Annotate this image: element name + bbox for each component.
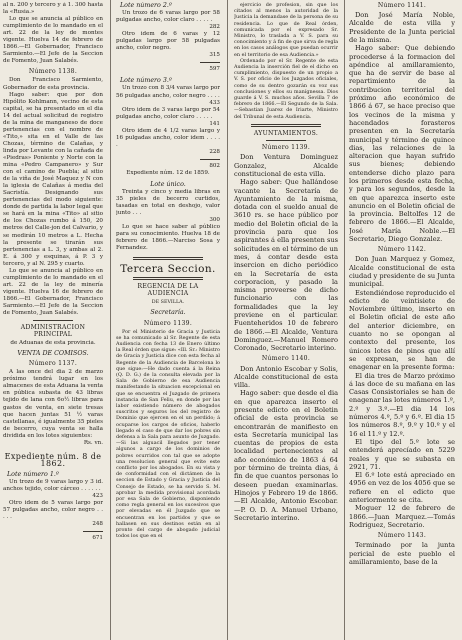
- notice-number: Número 1142.: [377, 246, 427, 254]
- paragraph: A las once del dia 2 de marzo próximo tendrá lugar en los almacenes de esta Aduana la venta en pública subasta de 43 libras tejido de lana con 6o½ libras para gastos de venta, en siete tresas que hacen juntas 51 ½ varas castellanas, é igualmente 35 pieles de becerro, cuya venta se halla dividida en los lotes siguientes:: [3, 369, 103, 439]
- paragraph: Hago saber: que desde el dia en que aparezca inserto el presente edicto en el Boletin oficial de esta provincia se encontrarán de manifiesto en esta Secretaría municipal las cuentas de propios de esta localidad pertenecientes al año económico de 1863 á 64 por término de treinta dias, á fin de que cuantos personas lo deseen puedan examinarlas. Hinojos y Febrero 19 de 1866.—El Alcalde, Antonio Escobar.—P. O. D. A. Manuel Urbano, Secretario interino.: [234, 389, 338, 522]
- expediente-title: Expediente núm. 8 de 1862.: [4, 451, 102, 468]
- notice-number: Número 1143.: [377, 532, 427, 540]
- paragraph: Don Antonio Escobar y Solis, Alcalde constitucional de esta villa.: [234, 364, 338, 390]
- paragraph: Don Ventura Dominguez Gonzalez, Alcalde constitucional de esta villa.: [234, 153, 338, 178]
- paragraph: Hago saber: Que hallándose vacante la Secretaría de Ayuntamiento de la misma, dotada con el sueldo anual de 3610 rs. se hace público por medio del Boletin oficial de la provincia para que los aspirantes á ella presenten sus solicitudes en el término de un mes, á contar desde esta insercion en dicho periódico en la Secretaría de esta corporacion, y pasado la misma proveerse de dicho funcionario con las formalidades que la ley previene en el particular. Fuenteheridos 10 de febrero de 1866.—El Alcalde, Ventura Dominguez.—Manuel Romero Coronado, Secretario interino.: [234, 178, 338, 353]
- notice-number: Número 1139.: [261, 144, 311, 152]
- notice-number: Número 1137.: [28, 360, 78, 368]
- lot-total: 597: [209, 66, 220, 73]
- paragraph: Hago saber: que por don Hipólito Kohlmann, vecino de esta capital, se ha presentado en el dia 14 del actual solicitud de registro de la mina de manganeso de doce pertenencias con el nombre de «Tito,» sita en el Valle de las Chozas, término de Calañas, y linda por Levante con la cañada de «Piedras» Poniente y Norte con la mina «Pedro Campanero» y Sur con el camino de Puebla; al sitio de la viña de José Maquez y N con la iglesia de Calañas á media del Sacristía. Designando sus pertenencias del modo siguiente: donde de partida la labor legal que se hará en la mina «Tito» al sitio de los Chozas rumbo á 150, 20 metros del Calle-jon del Calvario, y se medirán 10 metros a L. Hecha la presente se tirarán sus pertenencias a L. 3, y ambas al 2. E. á 300 y esquinas, á P. 3 y tercero, y al N. 295 y cuarto.: [3, 91, 103, 267]
- column-1: [3, 2, 103, 640]
- section-title: VENTA DE COMISOS.: [17, 350, 89, 358]
- paragraph: El tipo del 5.º lote se entenderá aprecíado en 5229 reales y que se subasta en 2921, 71.: [349, 437, 455, 471]
- lot-price: 423: [92, 493, 103, 500]
- lot-price: 300: [209, 217, 220, 224]
- section-heading: REGENCIA DE LA AUDIENCIA: [137, 283, 199, 298]
- paragraph: Lo que se hace saber al público para su conocimiento. Huelva 18 de febrero de 1866.—Narciso Sosa y Fernandez.: [116, 224, 220, 252]
- paragraph: El 6.º lote está apreciado en 4956 en vez de los 4056 que se refiere en el edicto que anteriormente se cita.: [349, 471, 455, 505]
- lot-price: 141: [209, 120, 220, 127]
- notice-number: Número 1140.: [261, 355, 311, 363]
- lot-item: Un trozo con 8 3/4 varas largo por 56 pulgadas ancho, color negro . . . .: [116, 85, 220, 99]
- sum-rule: [83, 531, 103, 532]
- lot-item: Otro idem de 5 varas largo por 57 pulgadas ancho, color negro . . . . .: [3, 500, 103, 521]
- column-2: [116, 2, 220, 640]
- paragraph: Don Francisco Sarmiento, Gobernador de esta provincia.: [3, 77, 103, 91]
- lot-item: Otro idem de 6 varas y 12 pulgadas largo por 58 pulgadas ancho, color negro.: [116, 31, 220, 52]
- lot-price: 282: [209, 24, 220, 31]
- lot-item: Treinta y cinco y media libras en 35 pieles de becerro curtidos, tasadas en total en deshojo, valor junto . . .: [116, 189, 220, 217]
- section-subheading: DE SEVILLA.: [151, 300, 185, 306]
- column-rule: [227, 0, 228, 640]
- lot-title: Lote número 2.º: [120, 2, 172, 9]
- double-rule: [133, 277, 203, 280]
- paragraph: al n. 200 y tercero y á 1. 300 hasta la «Rusia.»: [3, 2, 103, 16]
- lot-item: Otro idem de 3 varas largo por 54 pulgadas ancho, color claro . . . . .: [116, 106, 220, 120]
- lot-title: Lote número 1.º: [7, 470, 59, 478]
- lot-price: 228: [209, 148, 220, 155]
- paragraph: ejercicio de profesion, sin que los citados al menos la autoridad de la Justicia la demandase de la persona de su residencia. Lo que de Real órden, comunicada por el expresado Sr. Ministro, lo traslada a V. S. para su conocimiento y á fin de que sirva de regla en los casos análogos que puedan ocurrir en el territorio de esa Audiencia.»: [234, 2, 338, 58]
- sum-rule: [200, 159, 220, 160]
- paragraph: Lo que se anuncia al público en cumplimiento de lo mandado en el art. 22 de la ley de montes vigente. Huelva 14 de febrero de 1866.—El Gobernador, Francisco Sarmiento.—El Jefe de la Seccion de Fomento, Juan Salabés.: [3, 16, 103, 65]
- lot-title: Lote único.: [150, 181, 186, 189]
- separator-rule: [266, 140, 306, 141]
- paragraph: Terminado por la junta pericial de este pueblo el amillaramiento, base de la: [349, 541, 455, 566]
- lot-total: 671: [92, 535, 103, 542]
- column-rule: [110, 0, 111, 640]
- paragraph: El dia tres de Marzo próximo á las doce de su mañana en las Casas Consistoriales se han de enagenar las lotes números 1.º, 2.º y 3.º.—El dia 14 los números 4.º, 5.º y 6.º. El dia 15 los números 8.º, 9.º y 10.º y el 16 el 11.º y 12.º.: [349, 371, 455, 438]
- sum-rule: [200, 62, 220, 63]
- column-rule: [344, 0, 345, 640]
- column-3: [234, 2, 338, 640]
- paragraph: Lo que se anuncia al público en cumplimiento de lo mandado en el art. 22 de la ley de minería vigente. Huelva 16 de febrero de 1866.—El Gobernador, Francisco Sarmiento.—El Jefe de la Seccion de Fomento, Juan Salabés.: [3, 267, 103, 317]
- lot-item: Un trozo de 6 varas largo por 58 pulgadas ancho, color claro . . . . .: [116, 10, 220, 24]
- expediente-title: Expediente núm. 12 de 1859.: [126, 169, 210, 176]
- column-4: [349, 2, 455, 640]
- notice-number: Número 1139.: [143, 319, 193, 327]
- section-banner: Tercera Seccion.: [120, 262, 216, 275]
- separator-rule: [33, 320, 73, 321]
- paragraph: Ordenado por el Sr. Regente de esta Audiencia la inserción fiel de el dicho en cumplimiento, dispuesto de un propio a V. S. por oficio de los Juzgados oficiales, como de su dentro gozarán su voz sus conclusiones y ellos su manígnessa. Dios guarde á V. S. muchos años. Sevilla 7 de febrero de 1866.—El Segundo de la Sala.—Sebastian Juarez de Iriarte, Ministro del Tribunal de esta Audiencia.: [234, 57, 338, 120]
- notice-number: Número 1138.: [28, 68, 78, 76]
- double-rule: [133, 257, 203, 260]
- lot-price: 433: [209, 99, 220, 106]
- section-heading: AYUNTAMIENTOS.: [253, 130, 319, 138]
- lot-price: 248: [92, 521, 103, 528]
- paragraph: Hago saber: Que debiendo procederse á la formacion del apéndice al amillaramiento, que ha de servir de base al repartimiento de la contribucion territorial del próximo año económico de 1866 á 67, se hace preciso que los vecinos de la misma y hacendados forasteros presenten en la Secretaría municipal y término de quince dias, las relaciones de la alteracion que hayan sufrido sus bienes; debiendo entenderse dicho plazo para los primeros desde esta fecha, y para los segundos, desde la en que aparezca inserto este anuncio en el Boletin oficial de la provincia. Beltolfes 12 de febrero de 1866.—El Alcalde, José María Noble.—El Secretario, Diego Gonzalez.: [349, 44, 455, 244]
- paragraph: Moguer 12 de febrero de 1866.—Juan Marquez.—Tomás Rodriguez, Secretario.: [349, 504, 455, 529]
- lot-item: Un trozo de 9 varas largo y 3 id. anchos tejido, color cárceo . . . . . .: [3, 478, 103, 492]
- section-heading: ADMINISTRACION PRINCIPAL: [20, 324, 86, 339]
- currency-label: Rs. vn.: [83, 439, 103, 446]
- paragraph: Estendiéndose reproducido el edicto de veintisiete de Noviembre último, inserto en el Boletin oficial de este año del anterior diciembre, en cuanto no se opongan al contexto del presente, los únicos lotes de pinos que allí se expresan, se han de enagenar en la presente forma:: [349, 288, 455, 372]
- lot-item: Otro idem de 4 1/2 varas largo y 16 pulgadas ancho, color idem . . . . .: [116, 127, 220, 148]
- lot-price: 315: [209, 52, 220, 59]
- paragraph: Don José María Noble, Alcalde de esta villa y Presidente de la Junta pericial de la misma.: [349, 11, 455, 44]
- double-rule: [251, 124, 321, 127]
- section-title: Secretaría.: [150, 309, 186, 317]
- lot-total: 802: [209, 162, 220, 169]
- paragraph: Don Juan Marquez y Gomez, Alcalde constitucional de esta ciudad y presidente de su Junta municipal.: [349, 255, 455, 289]
- paragraph: Por el Ministerio de Gracia y Justicia se ha comunicado al Sr. Regente de esta Audiencia con fecha 13 de Enero último la Real órden que sigue: «Ill. Sr.: Ministro de Gracia y Justicia dice con esta fecha al Regente de la Audiencia de Barcelona lo que sigue:—He dado cuenta á la Reina (Q. D. G.) de la consulta elevada por la Sala de Gobierno de esa Audiencia manifestando la situacion excepcional en que se encuentra el Juzgado de primera instancia de San Feliu, en donde por las labor existiendo número de abogados suscritos y seguros los del registro de Dominio que ejercen en el un perdido; á ocuparse los cargos de oficios, haberlo llegado el caso de que dar los pobres sin defensa a la Sala para asunto de Juzgado.—Si las alguacil llegados por tener algunos a cargo de los dominios de pobres ocurridos con tal que se adopte una resolucion general que evite este conflicto por los abogados. En su vista y de conformidad con el dictámen de la seccion de Estado y Gracia y Justicia del Consejo de Estado, se ha servido S. M. aprobar la medida provisional acordada por esa Sala de Gobierno, disponiendo como regla general en los sucesivos que por elevadas en él Juzgado que se encuentran en los partidos y que se hallasen en sus destinos están en al pronto del cargo de abogado judicial todos los que en el: [116, 328, 220, 540]
- notice-number: Número 1141.: [377, 2, 427, 9]
- section-subheading: de Aduanas de esta provincia.: [10, 340, 96, 347]
- lot-title: Lote número 3.º: [120, 77, 172, 85]
